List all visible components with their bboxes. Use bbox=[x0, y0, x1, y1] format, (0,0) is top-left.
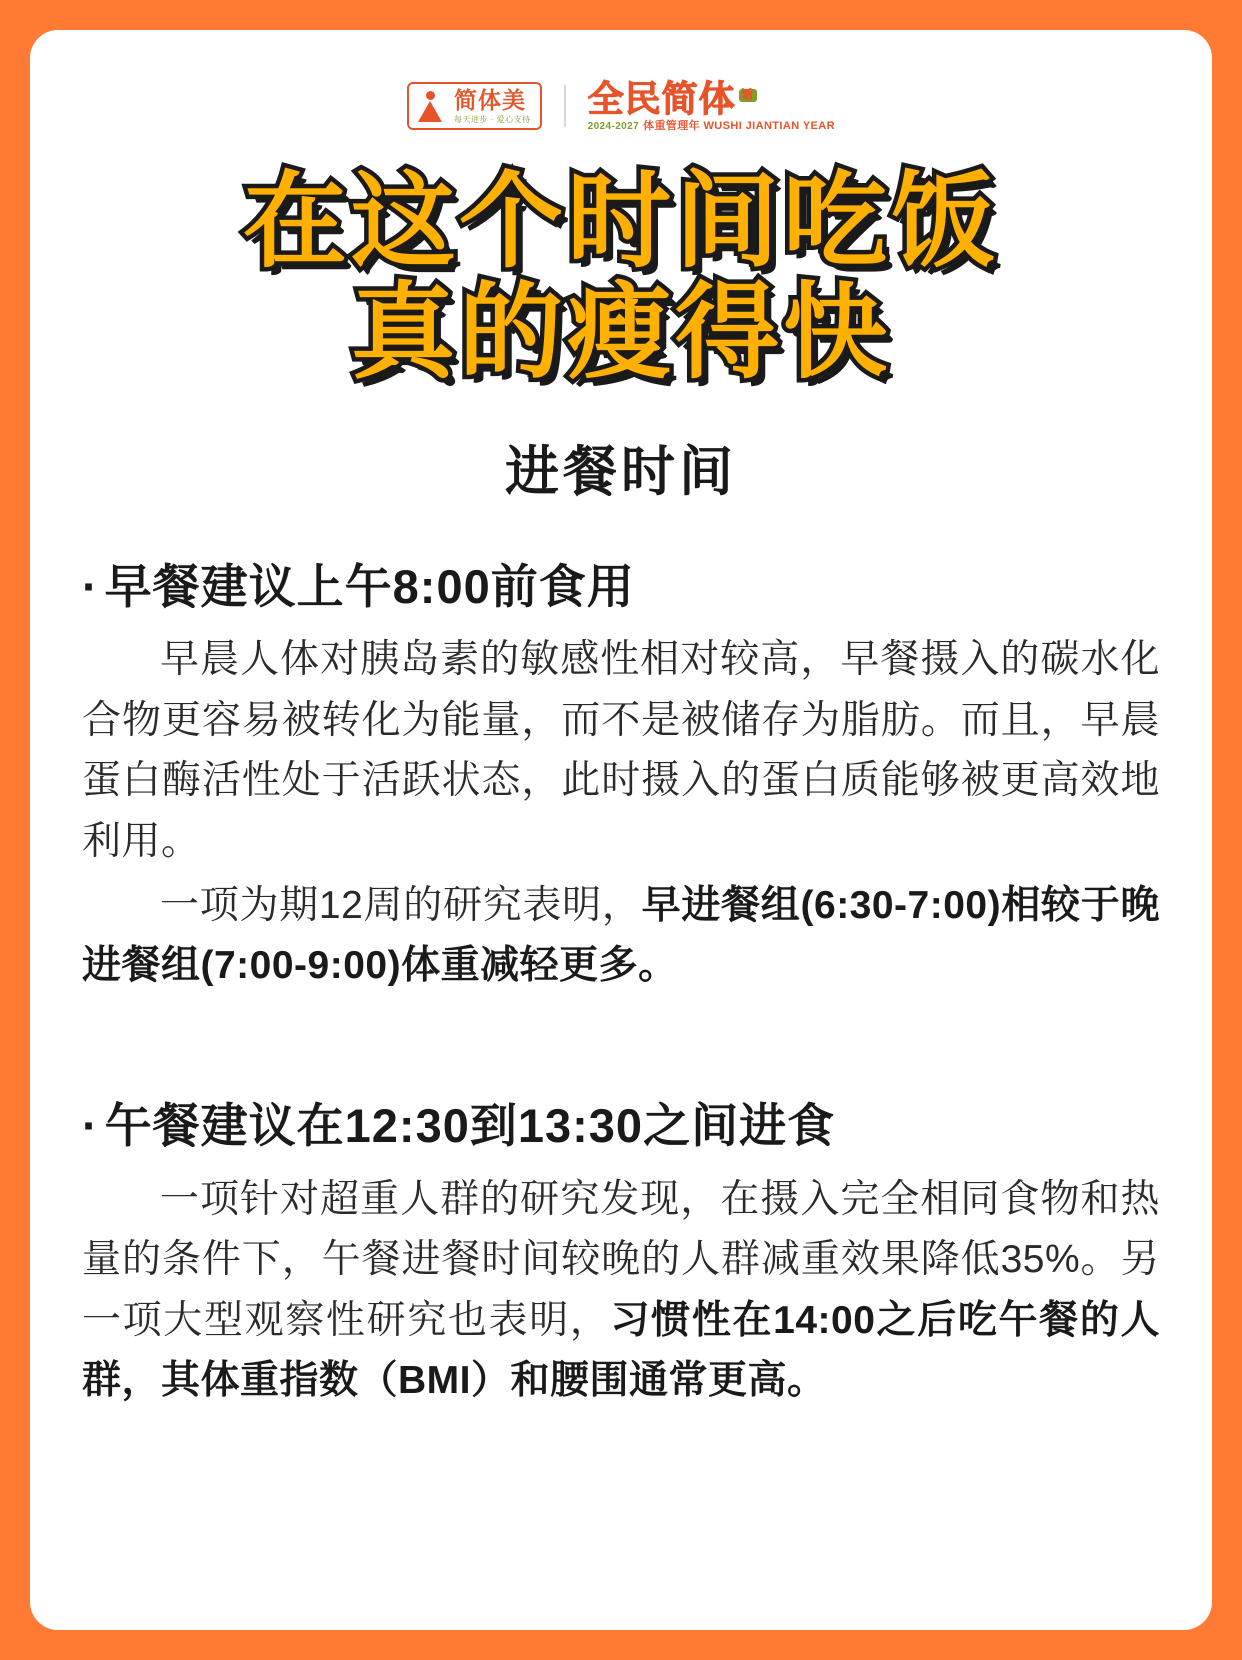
section-heading-lunch bbox=[82, 1097, 1160, 1156]
brand-header bbox=[30, 30, 1212, 144]
paragraph-run: 一项针对超重人群的研究发现，在摄入完全相同食物和热量的条件下，午餐进餐时间较晚的人群减重效果降低35%。另一项大型观察性研究也表明， bbox=[82, 1177, 1160, 1342]
section-label-wrap bbox=[30, 425, 1212, 512]
campaign-title-row bbox=[587, 77, 757, 119]
brand-name: 简体美 bbox=[454, 87, 527, 113]
paragraph-run-bold: 习惯性在14:00之后吃午餐的人群，其体重指数（BMI）和腰围通常更高。 bbox=[82, 1298, 1160, 1402]
campaign-sub-row bbox=[588, 121, 835, 132]
page-title bbox=[30, 160, 1212, 394]
section-lunch bbox=[82, 1097, 1160, 1412]
brand-logo bbox=[407, 82, 542, 130]
content-body bbox=[30, 558, 1212, 1412]
campaign-badge: 话 bbox=[739, 89, 757, 102]
heading-text: 午餐建议在12:30到13:30之间进食 bbox=[104, 1098, 836, 1152]
section-gap bbox=[82, 1001, 1160, 1097]
title-line-1: 在这个时间吃饭 bbox=[242, 160, 999, 282]
section-breakfast bbox=[82, 558, 1160, 997]
brand-sub: 每天进步 · 爱心支持 bbox=[454, 115, 531, 124]
logo-mark-icon bbox=[416, 90, 446, 124]
paragraph-run-bold: 早进餐组(6:30-7:00)相较于晚进餐组(7:00-9:00)体重减轻更多。 bbox=[82, 884, 1160, 988]
campaign-title: 全民简体 bbox=[587, 77, 736, 119]
section-label: 进餐时间 bbox=[457, 425, 785, 512]
bullet-icon: · bbox=[82, 559, 99, 613]
heading-text: 早餐建议上午8:00前食用 bbox=[104, 559, 635, 613]
paragraph-run: 早晨人体对胰岛素的敏感性相对较高，早餐摄入的碳水化合物更容易被转化为能量，而不是被储存为脂肪。而且，早晨蛋白酶活性处于活跃状态，此时摄入的蛋白质能够被更高效地利用。 bbox=[82, 638, 1160, 863]
brand-logo-text bbox=[454, 89, 531, 124]
poster-card bbox=[30, 30, 1212, 1630]
campaign-sub: 体重管理年 WUSHI JIANTIAN YEAR bbox=[643, 119, 835, 132]
paragraph bbox=[82, 1170, 1160, 1412]
paragraph bbox=[82, 876, 1160, 997]
paragraph-run: 一项为期12周的研究表明， bbox=[160, 884, 642, 928]
section-heading-breakfast bbox=[82, 558, 1160, 617]
paragraph bbox=[82, 630, 1160, 872]
campaign-year: 2024-2027 bbox=[587, 120, 640, 132]
title-line-2: 真的瘦得快 bbox=[350, 271, 891, 394]
campaign-logo bbox=[587, 77, 835, 132]
brand-divider bbox=[564, 85, 566, 127]
bullet-icon: · bbox=[82, 1098, 99, 1152]
